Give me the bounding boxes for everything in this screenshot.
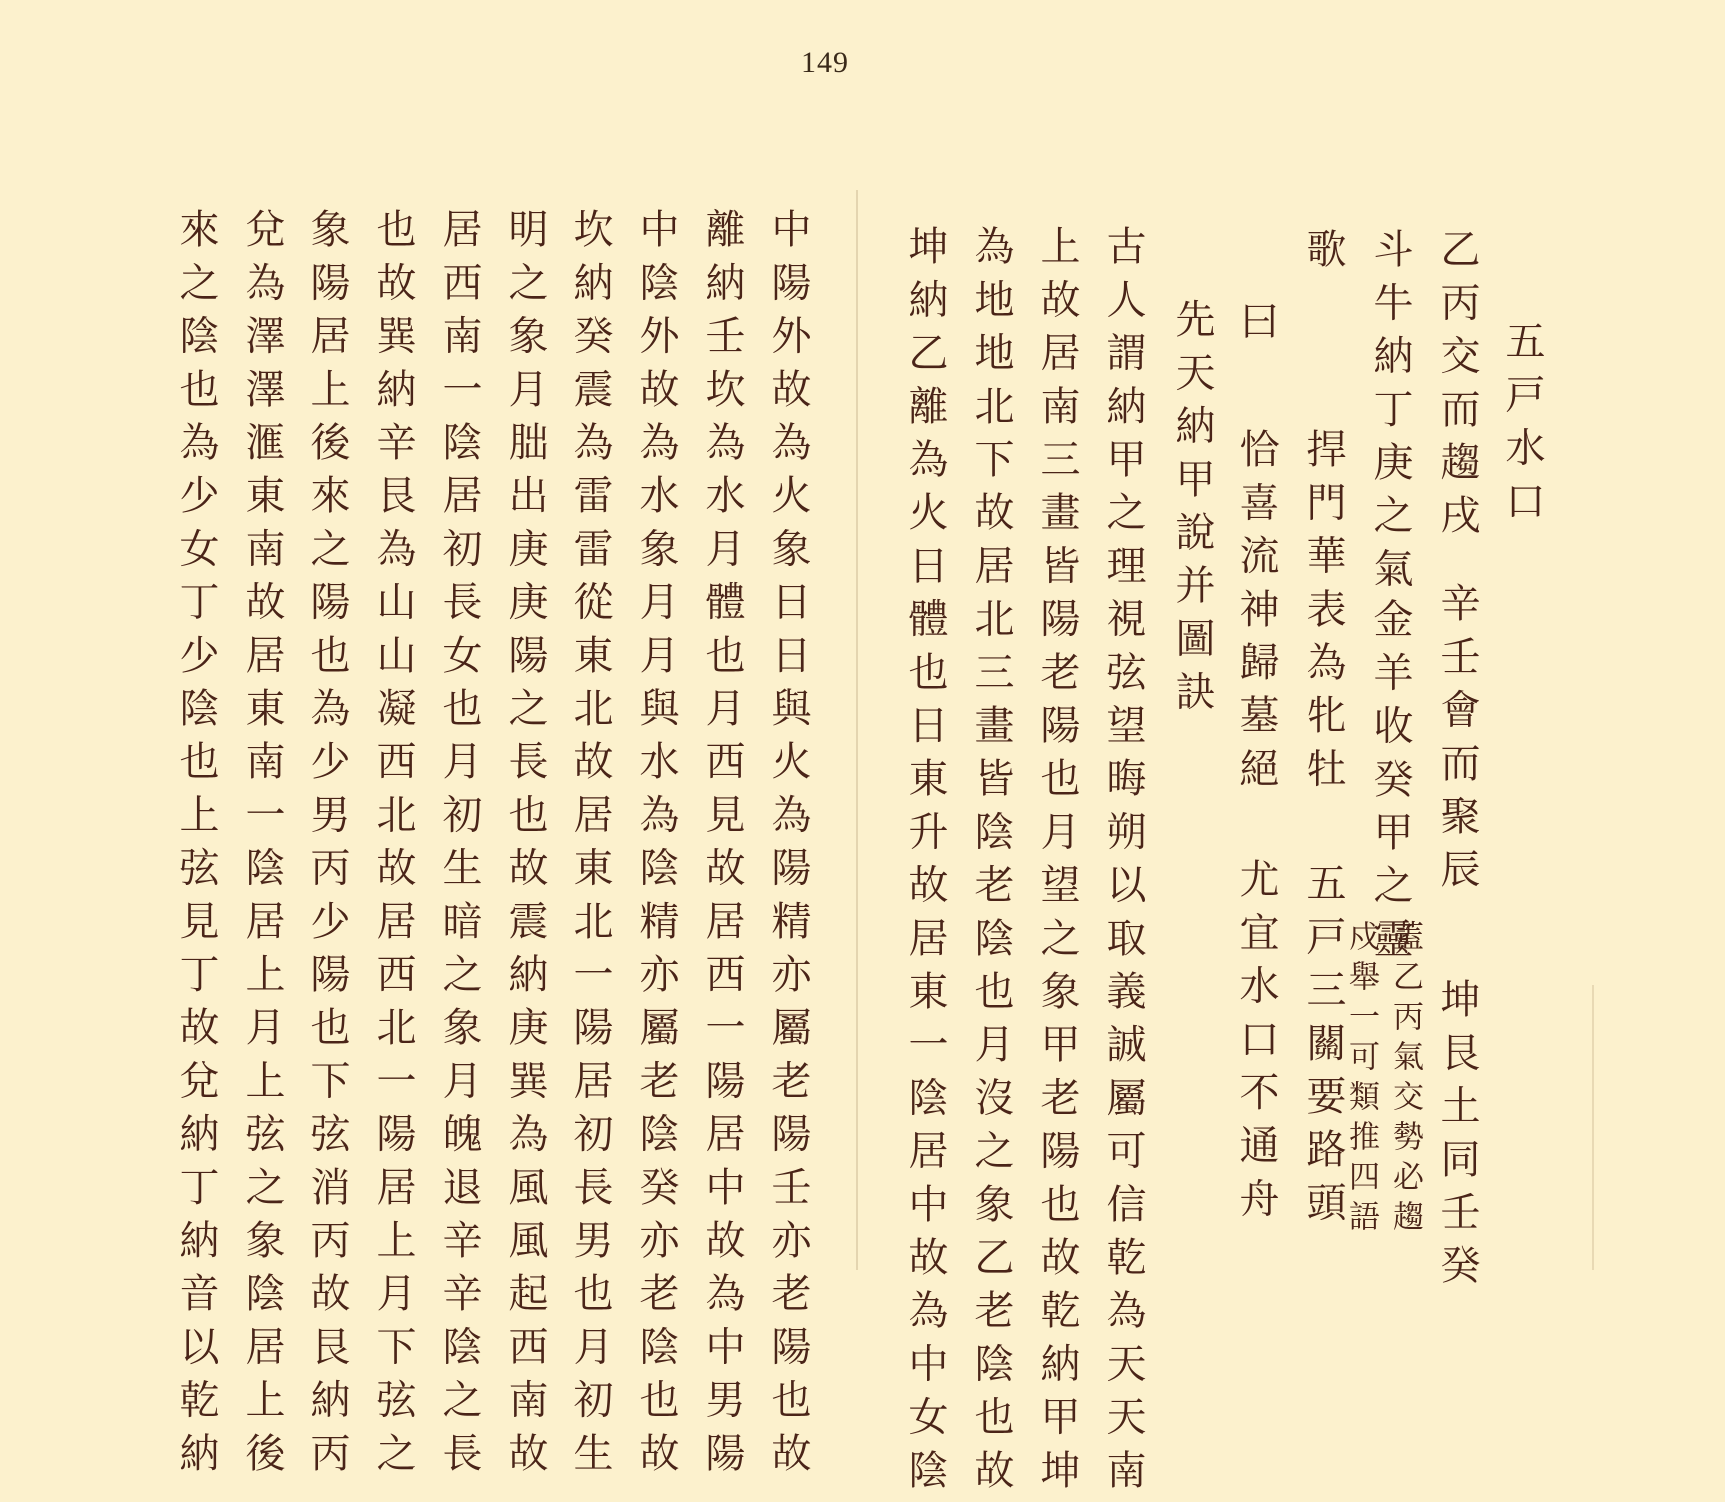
edge-line xyxy=(1592,985,1594,1270)
text-column: 中陽外故為火象日日與火為陽精亦屬老陽壬亦老陽也故 xyxy=(765,208,811,1485)
annotation-note: 戍舉一可類推四語 xyxy=(1343,920,1379,1240)
gutter-divider xyxy=(856,190,858,1270)
annotation-note: 蓋乙丙氣交勢必趨 xyxy=(1387,920,1423,1240)
indented-line: 金羊收癸甲之靈 xyxy=(1367,598,1413,971)
say-label: 曰 xyxy=(1233,300,1279,354)
text-column: 乙丙交而趨戌 xyxy=(1434,228,1480,548)
song-label: 歌 xyxy=(1300,228,1346,282)
text-column: 來之陰也為少女丁少陰也上弦見丁故兌納丁納音以乾納 xyxy=(173,208,219,1485)
indented-line: 五戸三關要路頭 xyxy=(1300,862,1346,1235)
text-column: 坤納乙離為火日體也日東升故居東一陰居中故為中女陰 xyxy=(902,225,948,1502)
text-column: 離納壬坎為水月體也月西見故居西一陽居中故為中男陽 xyxy=(699,208,745,1485)
indented-line: 捍門華表為牝牡 xyxy=(1300,428,1346,801)
text-column: 為地地北下故居北三畫皆陰老陰也月沒之象乙老陰也故 xyxy=(968,225,1014,1502)
indented-line: 辛壬會而聚辰 xyxy=(1434,582,1480,902)
indented-line: 坤艮土同壬癸 xyxy=(1434,978,1480,1298)
text-column: 斗牛納丁庚之氣 xyxy=(1367,228,1413,601)
text-column: 也故巽納辛艮為山山凝西北故居西北一陽居上月下弦之 xyxy=(370,208,416,1485)
page-number: 149 xyxy=(801,46,849,79)
text-column: 明之象月朏出庚庚陽之長也故震納庚巽為風風起西南故 xyxy=(502,208,548,1485)
indented-line: 恰喜流神歸墓絕 xyxy=(1233,428,1279,801)
text-column: 兌為澤澤滙東南故居東南一陰居上月上弦之象陰居上後 xyxy=(239,208,285,1485)
text-column: 上故居南三畫皆陽老陽也月望之象甲老陽也故乾納甲坤 xyxy=(1034,225,1080,1502)
text-column: 古人謂納甲之理視弦望晦朔以取義誠屬可信乾為天天南 xyxy=(1100,225,1146,1502)
text-column: 坎納癸震為雷雷從東北故居東北一陽居初長男也月初生 xyxy=(567,208,613,1485)
text-column: 中陰外故為水象月月與水為陰精亦屬老陰癸亦老陰也故 xyxy=(633,208,679,1485)
heading-five-doors: 五戸水口 xyxy=(1499,320,1545,533)
indented-line: 尤宜水口不通舟 xyxy=(1233,858,1279,1231)
text-column: 居西南一陰居初長女也月初生暗之象月魄退辛辛陰之長 xyxy=(436,208,482,1485)
text-column: 象陽居上後來之陽也為少男丙少陽也下弦消丙故艮納丙 xyxy=(304,208,350,1485)
section-heading: 先天納甲說并圖訣 xyxy=(1169,298,1215,724)
